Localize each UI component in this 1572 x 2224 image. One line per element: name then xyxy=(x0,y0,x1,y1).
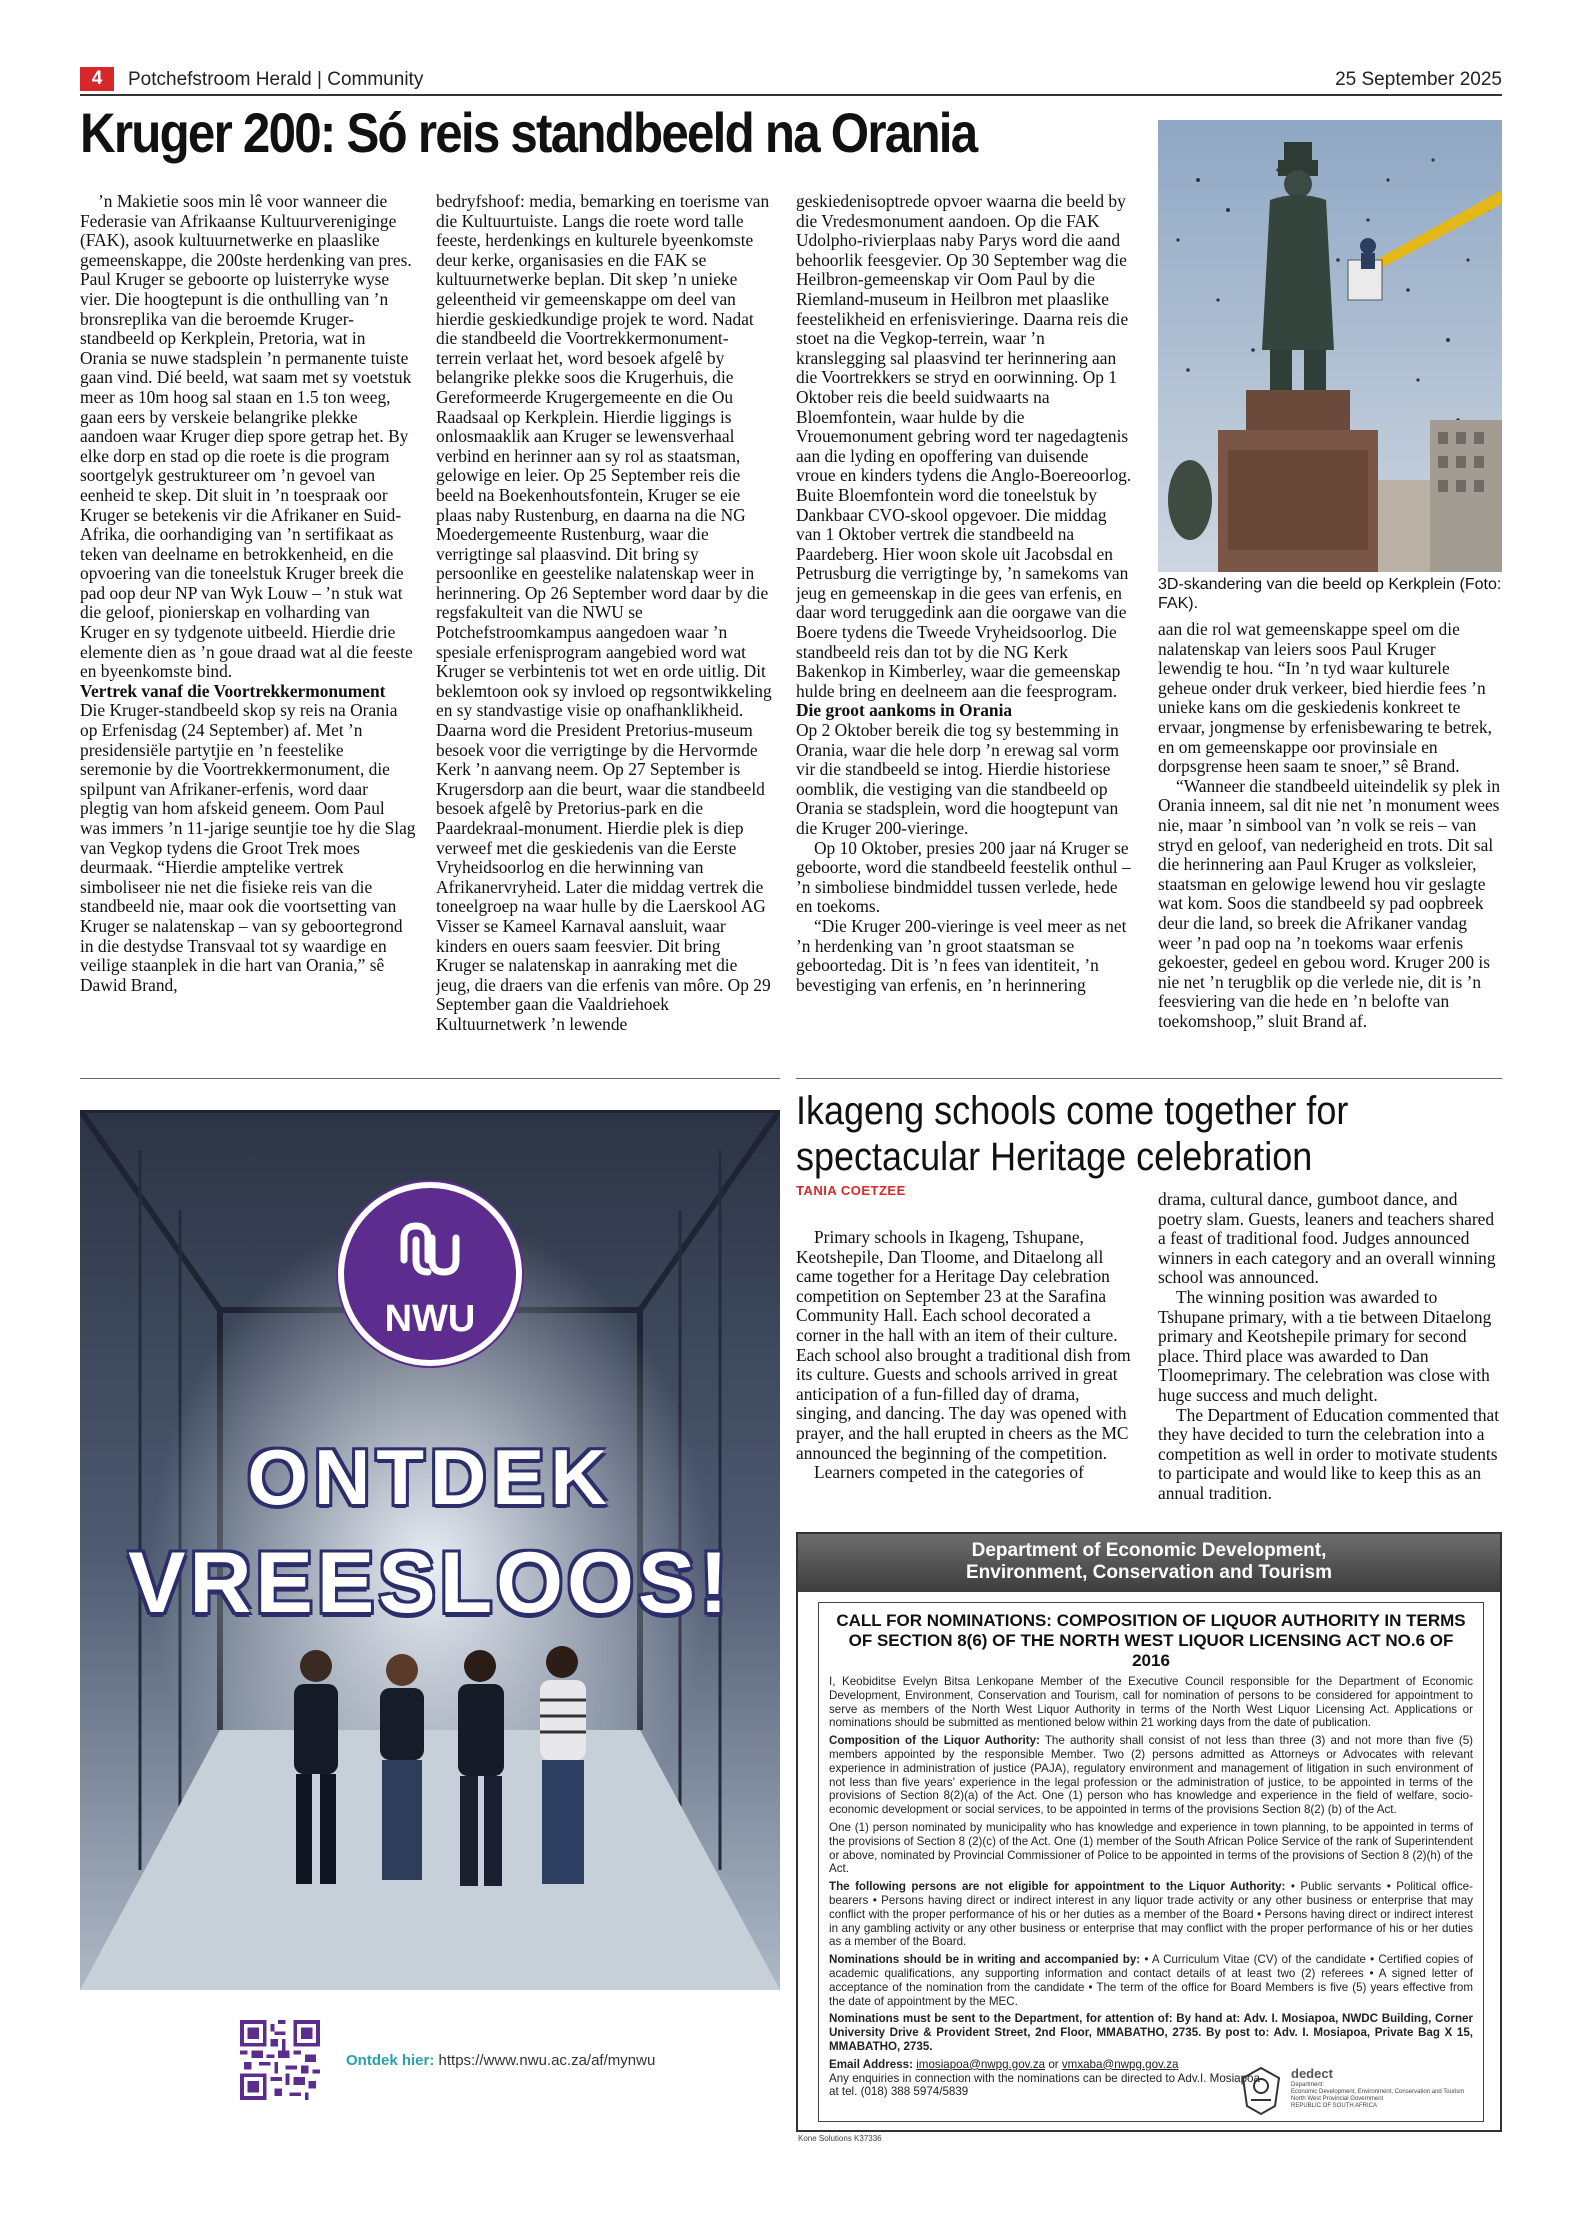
nwu-logo-text: NWU xyxy=(384,1298,476,1340)
notice-department-line-1: Department of Economic Development, xyxy=(971,1540,1327,1561)
dedect-logo-sub-3: North West Provincial Government xyxy=(1291,2095,1384,2102)
article2-paragraph: Learners competed in the categories of xyxy=(814,1462,1084,1483)
email-link-2[interactable]: vmxaba@nwpg.gov.za xyxy=(1061,2057,1179,2071)
notice-text: • A Curriculum Vitae (CV) of the candidate • Certified copies of academic qualifications, any supporting information and contact details of at least two (2) referees • A signed letter of acceptance of the nomination from the candidate • The term of the office for Board Members is five (5) years effective from the date of appointment by the MEC. xyxy=(829,1953,1473,2008)
ad-headline-1: ONTDEK xyxy=(247,1433,613,1521)
government-notice xyxy=(796,1532,1502,2132)
notice-title: CALL FOR NOMINATIONS: COMPOSITION OF LIQUOR AUTHORITY IN TERMS OF SECTION 8(6) OF THE NORTH WEST LIQUOR LICENSING ACT NO.6 OF 2016 xyxy=(836,1611,1466,1670)
photo-caption: 3D-skandering van die beeld op Kerkplein (Foto: FAK). xyxy=(1158,576,1502,612)
dedect-logo-sub-4: REPUBLIC OF SOUTH AFRICA xyxy=(1291,2102,1378,2109)
article2-byline: TANIA COETZEE xyxy=(796,1183,906,1198)
article2-column-1 xyxy=(796,1228,1132,1518)
notice-label: Nominations should be in writing and accompanied by: xyxy=(829,1953,1141,1967)
qr-code-icon[interactable] xyxy=(240,2020,320,2100)
article1-column-4 xyxy=(1158,620,1502,1070)
ad-cta xyxy=(346,2052,655,2069)
notice-text: The authority shall consist of not less than three (3) and not more than five (5) members appointed by the responsible Member. Two (2) persons admitted as Attorneys or Advocates with relevant experience in administration of justice (PAJA), regulatory environment and management of litigation in such environment of not less than five years' experience in the legal profession or the administration of justice, to be appointed in terms of the provisions of Section 8(2)(a) of the Act. One (1) person who has knowledge and experience in the field of welfare, socio-economic development or social services, to be appointed in terms of the provisions Section 8(2) (b) of the Act. xyxy=(829,1734,1473,1817)
article1-paragraph: “Wanneer die standbeeld uiteindelik sy plek in Orania inneem, sal dit nie net ’n monument wees nie, maar ’n simbool van ’n volk se reis – van stryd en geloof, van nederigheid en trots. Dit sal die herinnering aan Paul Kruger as volksleier, staatsman en gelowige lewend hou vir geslagte wat kom. Soos die standbeeld sy pad oopbreek deur die land, so breek die Afrikaner vandag weer ’n pad oop na ’n toekoms waar erfenis gekoester, gedeel en gebou word. Kruger 200 is nie net ’n terugblik op die verlede nie, dit is ’n feesviering van die hede en ’n belofte van toekomshoop,” sluit Brand af. xyxy=(1158,775,1501,1031)
article1-paragraph: aan die rol wat gemeenskappe speel om die nalatenskap van leiers soos Paul Kruger lewendig te hou. “In ’n tyd waar kulturele geheue onder druk verkeer, bied hierdie fees ’n unieke kans om die geskiedenis konkreet te ervaar, jongmense by erfenisbewaring te betrek, en om gemeenskappe oor provinsiale en dorpsgrense heen saam te snoer,” sê Brand. xyxy=(1158,620,1492,777)
ad-headline-2: VREESLOOS! xyxy=(128,1535,732,1631)
dedect-logo-subtext xyxy=(1291,2082,1477,2110)
notice-paragraph xyxy=(829,1880,1473,1949)
article1-headline: Kruger 200: Só reis standbeeld na Orania xyxy=(80,101,977,164)
ad-cta-label: Ontdek hier: xyxy=(346,2052,435,2069)
dedect-logo xyxy=(1239,2064,1479,2122)
statue-photo-graphic xyxy=(1158,120,1502,572)
article2-headline-line-1: Ikageng schools come together for xyxy=(796,1089,1349,1133)
article2-column-2 xyxy=(1158,1190,1502,1520)
notice-label: The following persons are not eligible for appointment to the Liquor Authority: xyxy=(829,1880,1286,1894)
section-divider xyxy=(80,1078,780,1079)
notice-contact xyxy=(829,2058,1473,2122)
notice-enquiries: Any enquiries in connection with the nominations can be directed to Adv.I. Mosiapoa at tel. (018) 388 5974/5839 xyxy=(829,2071,1260,2099)
notice-label: Composition of the Liquor Authority: xyxy=(829,1734,1040,1748)
notice-paragraph: One (1) person nominated by municipality who has knowledge and experience in town planning, to be appointed in terms of the provisions of Section 8 (2)(c) of the Act. One (1) member of the South African Police Service of the rank of Superintendent or above, nominated by Provincial Commissioner of Police to be appointed in terms of the provisions of Section 8 (2)(h) of the Act. xyxy=(829,1820,1473,1876)
article2-paragraph: drama, cultural dance, gumboot dance, and poetry slam. Guests, leaners and teachers shared a feast of traditional food. Judges announced winners in each category and an overall winning school was announced. xyxy=(1158,1190,1496,1288)
notice-body xyxy=(818,1602,1484,2122)
article2-paragraph: Primary schools in Ikageng, Tshupane, Keotshepile, Dan Tloome, and Ditaelong all came together for a Heritage Day celebration competition on September 23 at the Sarafina Community Hall. Each school decorated a corner in the hall with an item of their culture. Each school also brought a traditional dish from its culture. Guests and schools arrived in great anticipation of a fun-filled day of drama, singing, and dancing. The day was opened with prayer, and the hall erupted in cheers as the MC announced the beginning of the competition. xyxy=(796,1228,1131,1463)
article1-subheading: Die groot aankoms in Orania xyxy=(796,700,1013,721)
ad-footer xyxy=(80,1990,780,2150)
header-rule xyxy=(80,94,1502,96)
notice-text: • Public servants • Political office-bearers • Persons having direct or indirect interest in any liquor trade activity or any other business or enterprise that may conflict with the proper performance of his or her duties as a member of the Board • Persons having direct or indirect interest in any gambling activity or any other business or enterprise that may conflict with the proper performance of his or her duties as a member of the Board. xyxy=(829,1880,1473,1949)
article1-paragraph: Op 2 Oktober bereik die tog sy bestemming in Orania, waar die hele dorp ’n erewag sal vorm vir die standbeeld se intog. Hierdie historiese oomblik, die vestiging van die standbeeld op Orania se stadsplein, word die hoogtepunt van die Kruger 200-vieringe. xyxy=(796,720,1120,838)
article1-paragraph: Die Kruger-standbeeld skop sy reis na Orania op Erfenisdag (24 September) af. Met ’n presidensiële partytjie en ’n feestelike seremonie by die Voortrekkermonument, die spilpunt van Afrikaner-erfenis, word daar plegtig van hom afskeid geneem. Oom Paul was immers ’n 11-jarige seuntjie toe hy die Slag van Vegkop tydens die Groot Trek moes deurmaak. “Hierdie amptelike vertrek simboliseer nie net die fisieke reis van die standbeeld nie, maar ook die voortsetting van Kruger se nalatenskap – van sy geboortegrond in die destydse Transvaal tot sy waardige en veilige staanplek in die hart van Orania,” sê Dawid Brand, xyxy=(80,700,416,995)
article2-paragraph: The Department of Education commented that they have decided to turn the celebration into a competition as well in order to motivate students to participate and would like to keep this as an annual tradition. xyxy=(1158,1404,1500,1503)
statue-photo xyxy=(1158,120,1502,572)
article1-paragraph: Op 10 Oktober, presies 200 jaar ná Kruger se geboorte, word die standbeeld feestelik onthul – ’n simboliese bindmiddel tussen verlede, hede en toekoms. xyxy=(796,837,1131,917)
article1-paragraph: geskiedenisoptrede opvoer waarna die beeld by die Vredesmonument aandoen. Op die FAK Udolpho-rivierplaas naby Parys word die aand behoorlik feesgevier. Op 30 September wag die Heilbron-gemeenskap vir Oom Paul by die Riemland-museum in Heilbron met plaaslike feestelikheid en erfenisvieringe. Daarna reis die stoet na die Vegkop-terrein, waar ’n kranslegging sal plaasvind ter herinnering aan die Voortrekkers se stryd en oorwinning. Op 1 Oktober reis die beeld suidwaarts na Bloemfontein, waar hulde by die Vrouemonument gebring word ter nagedagtenis aan die lyding en opoffering van duisende vroue en kinders tydens die Anglo-Boereoorlog. Buite Bloemfontein word die toneelstuk by Dankbaar CVO-skool opgevoer. Die middag van 1 Oktober vertrek die standbeeld na Paardeberg. Hier woon skole uit Jacobsdal en Petrusburg die verrigtinge by, ’n samekoms van jeug en gemeenskap in die gees van erfenis, en daar word teruggedink aan die oorgawe van die Boere tydens die Tweede Vryheidsoorlog. Die standbeeld reis dan tot by die NG Kerk Bakenkop in Kimberley, waar die gemeenskap hulde bring en deelneem aan die feesprogram. xyxy=(796,192,1132,701)
notice-paragraph: I, Keobiditse Evelyn Bitsa Lenkopane Member of the Executive Council responsible for the Department of Economic Development, Environment, Conservation and Tourism, call for nomination of persons to be considered for appointment to serve as members of the North West Liquor Authority in terms of the North West Liquor Licensing Act. Applications or nominations should be submitted as mentioned below within 21 working days from the date of publication. xyxy=(829,1675,1473,1730)
notice-email-line xyxy=(829,2058,1269,2072)
dedect-logo-text: dedect xyxy=(1291,2065,1333,2081)
issue-date: 25 September 2025 xyxy=(1335,69,1502,90)
email-link-1[interactable]: imosiapoa@nwpg.gov.za xyxy=(916,2057,1046,2071)
article2-headline xyxy=(796,1088,1426,1180)
dedect-logo-sub-1: Department: xyxy=(1291,2081,1325,2088)
ad-cta-link[interactable]: https://www.nwu.ac.za/af/mynwu xyxy=(438,2052,656,2069)
page-header xyxy=(80,66,1502,92)
article1-paragraph: “Die Kruger 200-vieringe is veel meer as net ’n herdenking van ’n groot staatsman se geboortedag. Dit is ’n fees van identiteit, ’n bevestiging van erfenis, en ’n herinnering xyxy=(796,915,1127,995)
nwu-logo xyxy=(338,1182,522,1366)
notice-paragraph: Nominations must be sent to the Department, for attention of: By hand at: Adv. I. Mosiapoa, NWDC Building, Corner University Drive & Provident Street, 2nd Floor, MMABATHO, 2735. By post to: Adv. I. Mosiapoa, Private Bag X 15, MMABATHO, 2735. xyxy=(829,2012,1473,2053)
article1-paragraph: ’n Makietie soos min lê voor wanneer die Federasie van Afrikaanse Kultuurvereniginge (FAK), asook kultuurnetwerke en plaaslike gemeenskappe, die 200ste herdenking van pres. Paul Kruger se geboorte op luisterryke wyse vier. Die hoogtepunt is die onthulling van ’n bronsreplika van die beroemde Kruger-standbeeld op Kerkplein, Pretoria, wat in Orania se nuwe stadsplein ’n permanente tuiste gaan vind. Dié beeld, wat saam met sy voetstuk meer as 10m hoog sal staan en 1.5 ton weeg, gaan eers by verskeie belangrike plekke aandoen waar Kruger diep spore getrap het. By elke dorp en stad op die roete is die program soortgelyk gestruktureer om ’n gevoel van eenheid te skep. Dit sluit in ’n toespraak oor Kruger se betekenis vir die Afrikaner en Suid-Afrika, die oorhandiging van ’n sertifikaat as teken van deelname en betrokkenheid, en die opvoering van die toneelstuk Kruger breek die pad oop deur NP van Wyk Louw – ’n stuk wat die geloof, pionierskap en volharding van Kruger en sy tydgenote uitbeeld. Hierdie drie elemente dien as ’n goue draad wat al die feeste en byeenkomste bind. xyxy=(80,192,413,682)
dedect-logo-sub-2: Economic Development, Environment, Conservation and Tourism xyxy=(1291,2088,1465,2095)
email-label: Email Address: xyxy=(829,2057,913,2071)
section-divider xyxy=(796,1078,1502,1079)
notice-department-line-2: Environment, Conservation and Tourism xyxy=(966,1562,1332,1583)
article1-column-2 xyxy=(436,192,772,1072)
page-number: 4 xyxy=(80,67,114,91)
agency-code: Kone Solutions K37336 xyxy=(798,2134,882,2143)
notice-paragraph xyxy=(829,1734,1473,1817)
article1-column-3 xyxy=(796,192,1132,1072)
notice-department xyxy=(798,1534,1500,1592)
article1-column-1 xyxy=(80,192,416,1072)
article1-subheading: Vertrek vanaf die Voortrekkermonument xyxy=(80,680,386,701)
notice-paragraph xyxy=(829,1953,1473,2008)
article1-paragraph: bedryfshoof: media, bemarking en toerisme van die Kultuurtuiste. Langs die roete word talle feeste, herdenkings en kulturele byeenkomste deur kerke, organisasies en die FAK se kultuurnetwerke beplan. Dit skep ’n unieke geleentheid vir gemeenskappe om deel van hierdie geskiedkundige projek te word. Nadat die standbeeld die Voortrekkermonument-terrein verlaat het, word besoek afgelê by belangrike plekke soos die Krugerhuis, die Gereformeerde Krugergemeente en die Ou Raadsaal op Kerkplein. Hierdie liggings is onlosmaaklik aan Kruger se lewensverhaal verbind en herinner aan sy rol as staatsman, gelowige en leier. Op 25 September reis die beeld na Boekenhoutsfontein, Kruger se eie plaas naby Rustenburg, en daarna na die NG Moedergemeente Rustenburg, waar die verrigtinge sal plaasvind. Dit bring sy persoonlike en geestelike nalatenskap weer in herinnering. Op 26 September word daar by die regsfakulteit van die NWU se Potchefstroomkampus aangedoen waar ’n spesiale erfenisprogram aangebied word wat Kruger se verbintenis tot wet en orde uitlig. Dit beklemtoon ook sy invloed op regsontwikkeling en sy standvastige visie op onafhanklikheid. Daarna word die President Pretorius-museum besoek voor die verrigtinge by die Hervormde Kerk ’n aanvang neem. Op 27 September is Krugersdorp aan die beurt, waar die standbeeld besoek afgelê by Pretorius-park en die Paardekraal-monument. Hierdie plek is diep verweef met die geskiedenis van die Eerste Vryheidsoorlog en die herwinning van Afrikanervryheid. Later die middag vertrek die toneelgroep na waar hulle by die Laerskool AG Visser se Kameel Karnaval aansluit, waar kinders en ouers saam feesvier. Dit bring Kruger se nalatenskap in aanraking met die jeug, die draers van die erfenis van môre. Op 29 September gaan die Vaaldriehoek Kultuurnetwerk ’n lewende xyxy=(436,192,772,1034)
coat-of-arms-icon xyxy=(1239,2066,1283,2116)
email-or: or xyxy=(1048,2057,1059,2071)
nwu-advert xyxy=(80,1110,780,2150)
article2-headline-line-2: spectacular Heritage celebration xyxy=(796,1135,1313,1179)
article2-paragraph: The winning position was awarded to Tshupane primary, with a tie between Ditaelong primary and Keotshepile primary for second place. Third place was awarded to Dan Tloomeprimary. The celebration was close with huge success and much delight. xyxy=(1158,1286,1492,1405)
paper-section: Potchefstroom Herald | Community xyxy=(128,69,424,90)
